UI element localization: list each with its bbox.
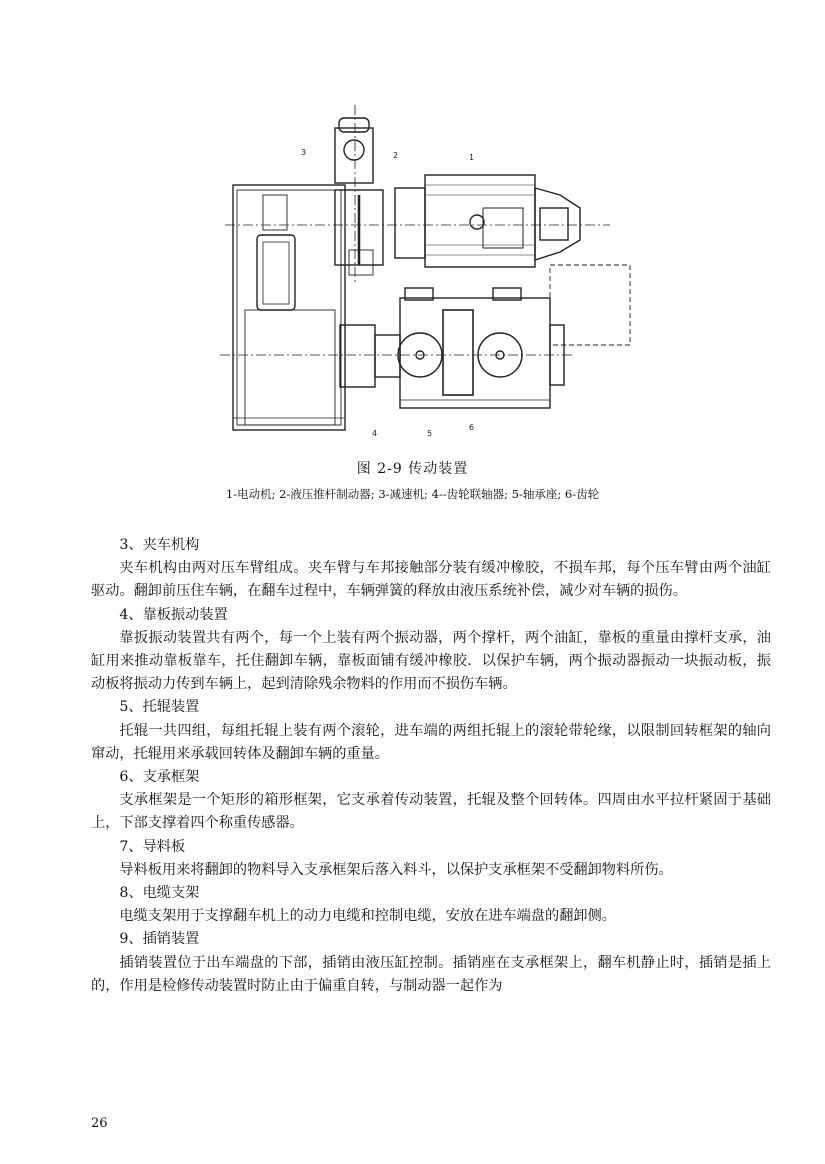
section-heading: 8、电缆支架	[119, 885, 200, 902]
section-heading: 6、支承框架	[119, 769, 200, 786]
transmission-drawing	[215, 100, 635, 445]
section-body: 插销装置位于出车端盘的下部，插销由液压缸控制。插销座在支承框架上，翻车机静止时，插销是插上的，作用是检修传动装置时防止由于偏重自转，与制动器一起作为	[91, 954, 771, 994]
callout-1: 1	[469, 153, 475, 162]
section-body: 托辊一共四组，每组托辊上装有两个滚轮，进车端的两组托辊上的滚轮带轮缘，以限制回转框架的轴向窜动，托辊用来承载回转体及翻卸车辆的重量。	[91, 722, 771, 762]
figure-caption-legend: 1-电动机; 2-液压推杆制动器; 3-减速机; 4--齿轮联轴器; 5-轴承座; 6-齿轮	[225, 487, 600, 501]
section-body: 支承框架是一个矩形的箱形框架，它支承着传动装置，托辊及整个回转体。四周由水平拉杆紧固于基础上，下部支撑着四个称重传感器。	[91, 792, 771, 832]
callout-3: 3	[301, 148, 307, 157]
callout-5: 5	[427, 429, 433, 438]
callout-4: 4	[372, 429, 378, 438]
section-body: 导料板用来将翻卸的物料导入支承框架后落入料斗，以保护支承框架不受翻卸物料所伤。	[119, 861, 673, 878]
transmission-device-figure	[215, 100, 635, 445]
body-text	[91, 534, 771, 998]
section-heading: 5、托辊装置	[119, 699, 200, 716]
section-heading: 7、导料板	[119, 838, 186, 855]
section-heading: 4、靠板振动装置	[119, 606, 228, 623]
figure-caption-title: 图 2-9 传动装置	[356, 461, 469, 477]
page-number: 26	[91, 1116, 108, 1131]
section-body: 靠扳振动装置共有两个，每一个上装有两个振动器，两个撑杆，两个油缸，靠板的重量由撑杆支承，油缸用来推动靠板靠车，托住翻卸车辆，靠板面铺有缓冲橡胶．以保护车辆，两个振动器振动一块振动板，振动板将振动力传到车辆上，起到清除残余物料的作用而不损伤车辆。	[91, 629, 771, 693]
section-heading: 3、夹车机构	[119, 537, 200, 553]
section-body: 电缆支架用于支撑翻车机上的动力电缆和控制电缆，安放在进车端盘的翻卸侧。	[119, 908, 616, 925]
callout-2: 2	[393, 151, 399, 160]
section-body: 夹车机构由两对压车臂组成。夹车臂与车邦接触部分装有缓冲橡胶，不损车邦，每个压车臂由两个油缸驱动。翻卸前压住车辆，在翻车过程中，车辆弹簧的释放由液压系统补偿，减少对车辆的损伤。	[91, 560, 771, 600]
section-heading: 9、插销装置	[119, 931, 200, 948]
callout-6: 6	[469, 423, 475, 432]
